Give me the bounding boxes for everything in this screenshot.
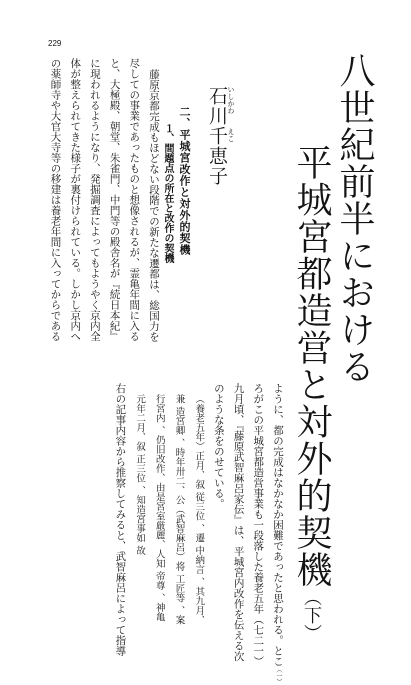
quote-line: 行宮内 、仍旧改作、由是宮室厳麗、人知 帝尊 、神亀 [153, 393, 165, 622]
author-ruby-eko: えこ [227, 128, 235, 142]
body-line: 右の記事内容から推察してみると、武智麻呂によって指導 [114, 383, 127, 656]
body-line: 体が整えられてきた様子が裏付けられている。しかし京内へ [69, 58, 82, 342]
body-line: 尽しての事業であったものと想像されるが、霊亀年間に入る [128, 58, 141, 342]
upper-body-text [49, 58, 163, 342]
body-line: ろがこの平城宮都造営事業も一段落した養老五年（七二一） [252, 383, 265, 667]
page-number: 229 [48, 39, 62, 48]
author-ruby-ishikawa: いしかわ [227, 86, 235, 114]
quote-line: （養老五年）正月、叙 従三位 、遷 中納言 、其九月、 [193, 393, 205, 625]
title-main: 平城宮都造営と対外的契機 [291, 144, 332, 588]
body-line: のような条をのせている。 [212, 383, 225, 509]
body-line: の薬師寺や大官大寺等の移建は養老年間に入ってからである [49, 58, 62, 342]
note-marker: （一） [275, 666, 282, 685]
title-line-2 [290, 144, 332, 642]
title-line-1: 八世紀前半における [334, 52, 375, 385]
body-line: 藤原京都完成もほどない段階での新たな遷都は、総国力を [148, 68, 160, 342]
section-heading: 二、平城宮改作と対外的契機 [178, 106, 191, 256]
subsection-heading: １、間題点の所在と改作の契機 [162, 123, 173, 263]
body-line: に現われるようになり、発掘調査によってもようやく京内全 [88, 58, 101, 342]
author-name: 石川千恵子 [206, 86, 228, 186]
body-line: ように、都の完成はなかなか困難であったと思われる。とこ（一） [272, 383, 284, 685]
lower-body-text [55, 383, 288, 685]
body-line: と、大極殿、朝堂、朱雀門、中門等の殿舎名が『続日本紀』 [108, 58, 121, 342]
body-line: 九月頃、『藤原武智麻呂家伝』は、平城宮内改作を伝える次 [232, 383, 245, 662]
quote-line: 元年二月、叙 正三位 、知造宮事如 故 [134, 393, 146, 555]
title-part: （下） [301, 588, 322, 642]
quote-line: 兼 造宮卿 、時年卅二、公（武智麻呂）将 工匠等 、案 [173, 393, 185, 625]
